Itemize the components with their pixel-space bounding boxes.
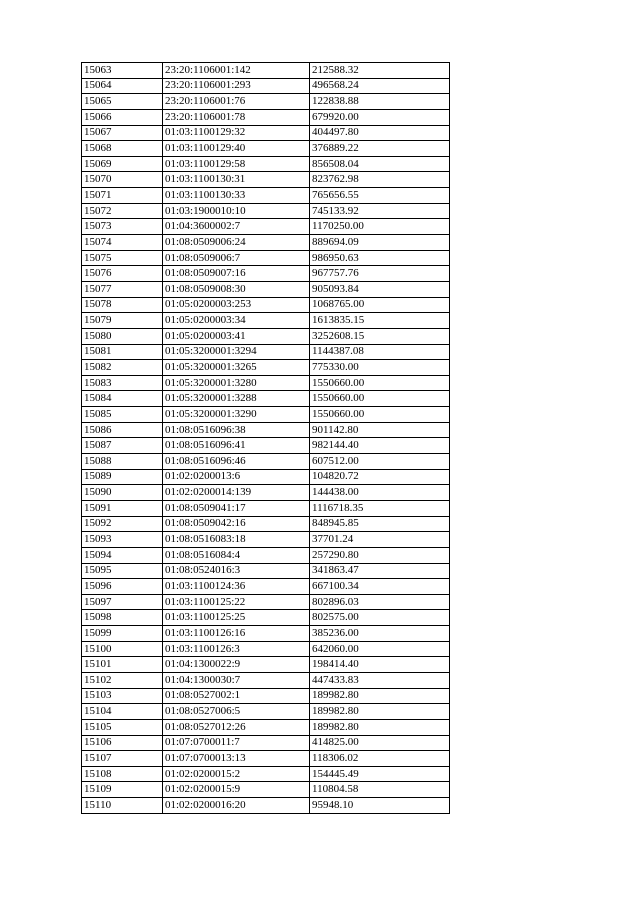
row-number-cell: 15063 [82,63,163,79]
row-number-cell: 15096 [82,579,163,595]
cadastral-number-cell: 01:08:0509042:16 [163,516,310,532]
table-row [82,766,450,782]
value-cell: 802896.03 [310,594,450,610]
row-number-cell: 15089 [82,469,163,485]
cadastral-number-cell: 01:02:0200016:20 [163,798,310,814]
table-row [82,469,450,485]
table-row [82,375,450,391]
row-number-cell: 15093 [82,532,163,548]
row-number-cell: 15072 [82,203,163,219]
row-number-cell: 15102 [82,672,163,688]
row-number-cell: 15105 [82,719,163,735]
cadastral-number-cell: 01:08:0516084:4 [163,547,310,563]
value-cell: 775330.00 [310,360,450,376]
row-number-cell: 15074 [82,235,163,251]
table-row [82,141,450,157]
cadastral-number-cell: 01:05:0200003:34 [163,313,310,329]
table-row [82,125,450,141]
value-cell: 212588.32 [310,63,450,79]
table-row [82,719,450,735]
table-row [82,563,450,579]
row-number-cell: 15103 [82,688,163,704]
cadastral-number-cell: 01:03:1100125:22 [163,594,310,610]
table-row [82,63,450,79]
cadastral-number-cell: 01:08:0509041:17 [163,500,310,516]
value-cell: 154445.49 [310,766,450,782]
table-row [82,344,450,360]
table-row [82,735,450,751]
row-number-cell: 15071 [82,188,163,204]
row-number-cell: 15079 [82,313,163,329]
table-row [82,688,450,704]
cadastral-number-cell: 01:08:0509008:30 [163,281,310,297]
value-cell: 1068765.00 [310,297,450,313]
value-cell: 905093.84 [310,281,450,297]
cadastral-number-cell: 23:20:1106001:76 [163,94,310,110]
value-cell: 447433.83 [310,672,450,688]
table-row [82,610,450,626]
value-cell: 118306.02 [310,751,450,767]
row-number-cell: 15100 [82,641,163,657]
row-number-cell: 15069 [82,156,163,172]
cadastral-number-cell: 01:05:3200001:3290 [163,407,310,423]
value-cell: 967757.76 [310,266,450,282]
cadastral-number-cell: 01:08:0516096:41 [163,438,310,454]
row-number-cell: 15083 [82,375,163,391]
row-number-cell: 15106 [82,735,163,751]
value-cell: 1613835.15 [310,313,450,329]
table-row [82,172,450,188]
cadastral-number-cell: 23:20:1106001:293 [163,78,310,94]
value-cell: 823762.98 [310,172,450,188]
cadastral-number-cell: 01:04:3600002:7 [163,219,310,235]
value-cell: 802575.00 [310,610,450,626]
table-row [82,78,450,94]
value-cell: 986950.63 [310,250,450,266]
row-number-cell: 15064 [82,78,163,94]
value-cell: 1550660.00 [310,375,450,391]
table-row [82,547,450,563]
cadastral-number-cell: 01:05:3200001:3294 [163,344,310,360]
value-cell: 982144.40 [310,438,450,454]
cadastral-number-cell: 01:05:0200003:253 [163,297,310,313]
value-cell: 496568.24 [310,78,450,94]
table-row [82,422,450,438]
row-number-cell: 15077 [82,281,163,297]
table-row [82,657,450,673]
table-row [82,407,450,423]
cadastral-number-cell: 01:07:0700013:13 [163,751,310,767]
row-number-cell: 15095 [82,563,163,579]
cadastral-number-cell: 01:08:0516083:18 [163,532,310,548]
table-row [82,704,450,720]
table-row [82,156,450,172]
cadastral-number-cell: 01:03:1100130:33 [163,188,310,204]
row-number-cell: 15090 [82,485,163,501]
value-cell: 667100.34 [310,579,450,595]
row-number-cell: 15104 [82,704,163,720]
row-number-cell: 15073 [82,219,163,235]
cadastral-number-cell: 01:03:1900010:10 [163,203,310,219]
row-number-cell: 15109 [82,782,163,798]
value-cell: 198414.40 [310,657,450,673]
value-cell: 95948.10 [310,798,450,814]
value-cell: 189982.80 [310,719,450,735]
value-cell: 1144387.08 [310,344,450,360]
value-cell: 642060.00 [310,641,450,657]
cadastral-number-cell: 01:02:0200015:9 [163,782,310,798]
table-row [82,626,450,642]
cadastral-number-cell: 01:03:1100124:36 [163,579,310,595]
cadastral-number-cell: 01:02:0200015:2 [163,766,310,782]
table-row [82,579,450,595]
value-cell: 3252608.15 [310,328,450,344]
table-body [82,63,450,814]
table-row [82,235,450,251]
cadastral-number-cell: 01:04:1300030:7 [163,672,310,688]
value-cell: 385236.00 [310,626,450,642]
table-row [82,391,450,407]
cadastral-number-cell: 01:08:0516096:46 [163,454,310,470]
row-number-cell: 15092 [82,516,163,532]
row-number-cell: 15066 [82,109,163,125]
row-number-cell: 15084 [82,391,163,407]
cadastral-number-cell: 01:02:0200014:139 [163,485,310,501]
value-cell: 889694.09 [310,235,450,251]
row-number-cell: 15091 [82,500,163,516]
cadastral-number-cell: 01:08:0527006:5 [163,704,310,720]
cadastral-number-cell: 01:04:1300022:9 [163,657,310,673]
value-cell: 1170250.00 [310,219,450,235]
value-cell: 257290.80 [310,547,450,563]
value-cell: 765656.55 [310,188,450,204]
table-row [82,109,450,125]
table-row [82,532,450,548]
row-number-cell: 15065 [82,94,163,110]
row-number-cell: 15094 [82,547,163,563]
cadastral-number-cell: 01:05:3200001:3265 [163,360,310,376]
value-cell: 414825.00 [310,735,450,751]
cadastral-number-cell: 01:08:0527002:1 [163,688,310,704]
table-row [82,438,450,454]
row-number-cell: 15078 [82,297,163,313]
value-cell: 104820.72 [310,469,450,485]
value-cell: 1550660.00 [310,407,450,423]
value-cell: 37701.24 [310,532,450,548]
cadastral-number-cell: 01:03:1100130:31 [163,172,310,188]
value-cell: 144438.00 [310,485,450,501]
cadastral-number-cell: 01:03:1100129:40 [163,141,310,157]
table-row [82,313,450,329]
cadastral-number-cell: 23:20:1106001:142 [163,63,310,79]
table-row [82,360,450,376]
table-row [82,782,450,798]
table-row [82,328,450,344]
value-cell: 745133.92 [310,203,450,219]
table-row [82,672,450,688]
table-row [82,485,450,501]
table-row [82,250,450,266]
value-cell: 404497.80 [310,125,450,141]
row-number-cell: 15082 [82,360,163,376]
row-number-cell: 15101 [82,657,163,673]
row-number-cell: 15110 [82,798,163,814]
value-cell: 376889.22 [310,141,450,157]
cadastral-number-cell: 01:03:1100126:3 [163,641,310,657]
table-row [82,203,450,219]
cadastral-number-cell: 01:03:1100126:16 [163,626,310,642]
row-number-cell: 15088 [82,454,163,470]
row-number-cell: 15081 [82,344,163,360]
table-row [82,641,450,657]
table-row [82,297,450,313]
cadastral-number-cell: 01:08:0527012:26 [163,719,310,735]
cadastral-number-cell: 01:08:0516096:38 [163,422,310,438]
table-row [82,188,450,204]
table-row [82,500,450,516]
row-number-cell: 15098 [82,610,163,626]
row-number-cell: 15086 [82,422,163,438]
cadastral-number-cell: 01:05:0200003:41 [163,328,310,344]
cadastral-number-cell: 01:08:0524016:3 [163,563,310,579]
row-number-cell: 15070 [82,172,163,188]
table-row [82,751,450,767]
cadastral-number-cell: 01:08:0509007:16 [163,266,310,282]
value-cell: 901142.80 [310,422,450,438]
table-row [82,281,450,297]
row-number-cell: 15085 [82,407,163,423]
row-number-cell: 15067 [82,125,163,141]
value-cell: 848945.85 [310,516,450,532]
data-table [81,62,450,814]
cadastral-number-cell: 01:07:0700011:7 [163,735,310,751]
value-cell: 1116718.35 [310,500,450,516]
value-cell: 1550660.00 [310,391,450,407]
row-number-cell: 15076 [82,266,163,282]
value-cell: 341863.47 [310,563,450,579]
table-row [82,266,450,282]
cadastral-number-cell: 01:08:0509006:24 [163,235,310,251]
cadastral-number-cell: 01:08:0509006:7 [163,250,310,266]
row-number-cell: 15075 [82,250,163,266]
row-number-cell: 15087 [82,438,163,454]
value-cell: 679920.00 [310,109,450,125]
table-row [82,454,450,470]
cadastral-number-cell: 01:02:0200013:6 [163,469,310,485]
table-row [82,516,450,532]
table-row [82,94,450,110]
value-cell: 607512.00 [310,454,450,470]
row-number-cell: 15080 [82,328,163,344]
cadastral-number-cell: 01:05:3200001:3280 [163,375,310,391]
cadastral-number-cell: 01:03:1100125:25 [163,610,310,626]
cadastral-number-cell: 01:05:3200001:3288 [163,391,310,407]
table-row [82,219,450,235]
row-number-cell: 15108 [82,766,163,782]
row-number-cell: 15099 [82,626,163,642]
cadastral-number-cell: 01:03:1100129:58 [163,156,310,172]
value-cell: 856508.04 [310,156,450,172]
row-number-cell: 15107 [82,751,163,767]
table-row [82,594,450,610]
table-row [82,798,450,814]
cadastral-number-cell: 01:03:1100129:32 [163,125,310,141]
cadastral-number-cell: 23:20:1106001:78 [163,109,310,125]
row-number-cell: 15068 [82,141,163,157]
value-cell: 110804.58 [310,782,450,798]
value-cell: 189982.80 [310,688,450,704]
value-cell: 189982.80 [310,704,450,720]
value-cell: 122838.88 [310,94,450,110]
row-number-cell: 15097 [82,594,163,610]
